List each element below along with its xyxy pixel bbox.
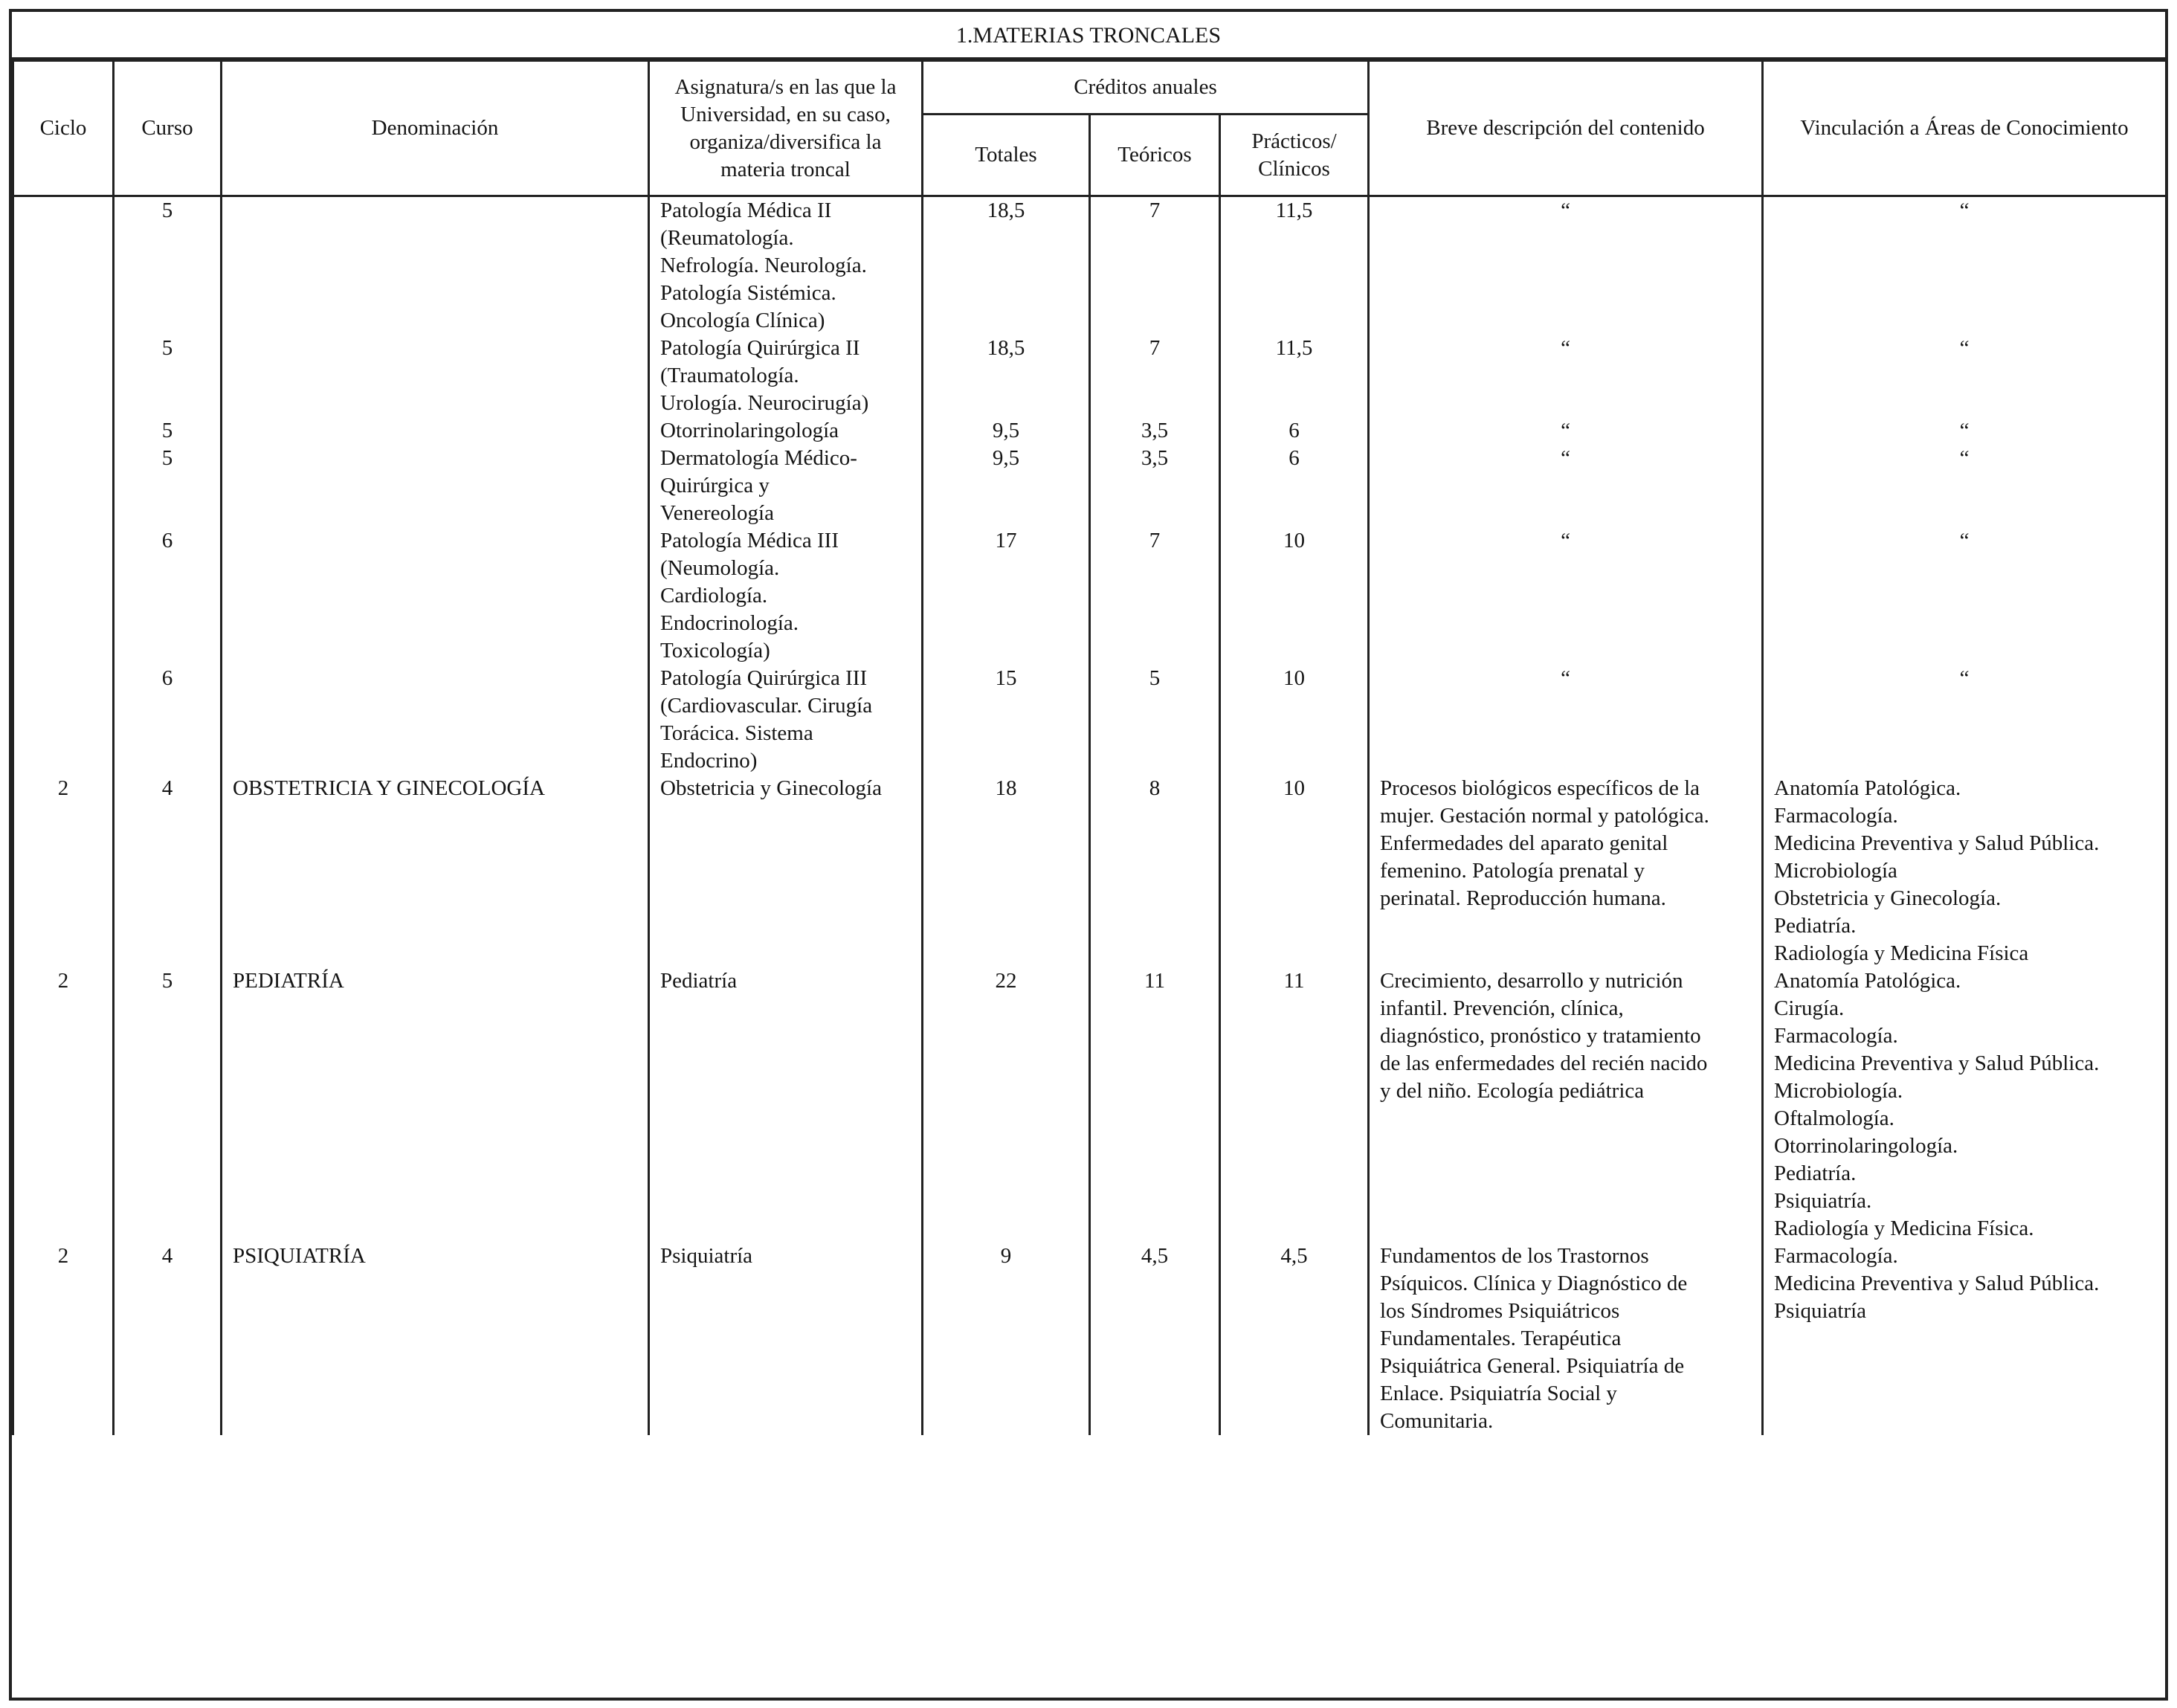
creditos-practicos-value: 10 [1283, 666, 1305, 690]
asignatura-line: Patología Médica II [660, 199, 832, 222]
denominacion-cell [222, 335, 649, 417]
header-asignatura: Asignatura/s en las que la Universidad, en su caso, organiza/diversifica la materia troncal [649, 61, 923, 196]
vinculacion-line: Anatomía Patológica. [1774, 776, 1961, 800]
curso-cell [114, 967, 222, 1243]
creditos-totales-value: 18 [995, 776, 1017, 800]
descripcion-line: “ [1561, 419, 1570, 442]
creditos-teoricos-cell [1090, 445, 1220, 527]
creditos-practicos-cell [1220, 196, 1369, 335]
descripcion-cell [1369, 445, 1763, 527]
vinculacion-line: Pediatría. [1774, 914, 1857, 938]
curso-cell [114, 775, 222, 967]
creditos-teoricos-cell [1090, 775, 1220, 967]
descripcion-line: Fundamentales. Terapéutica [1380, 1327, 1622, 1350]
vinculacion-line: Oftalmología. [1774, 1106, 1894, 1130]
descripcion-line: perinatal. Reproducción humana. [1380, 886, 1666, 910]
descripcion-cell [1369, 527, 1763, 665]
curso-cell [114, 527, 222, 665]
descripcion-line: “ [1561, 446, 1570, 470]
document-sheet [9, 9, 2168, 1701]
curso-value: 5 [161, 199, 173, 222]
ciclo-cell [13, 775, 114, 967]
descripcion-cell [1369, 967, 1763, 1243]
asignatura-line: Venereología [660, 501, 774, 525]
creditos-totales-value: 9,5 [992, 419, 1020, 442]
vinculacion-line: Microbiología. [1774, 1079, 1903, 1103]
curso-cell [114, 417, 222, 445]
table-row [13, 665, 2167, 775]
vinculacion-line: Medicina Preventiva y Salud Pública. [1774, 1272, 2100, 1295]
vinculacion-line: Cirugía. [1774, 996, 1845, 1020]
denominacion-cell [222, 1243, 649, 1435]
creditos-totales-cell [923, 1243, 1090, 1435]
creditos-practicos-value: 11,5 [1275, 199, 1313, 222]
denominacion-cell [222, 196, 649, 335]
descripcion-cell [1369, 1243, 1763, 1435]
vinculacion-line: Radiología y Medicina Física [1774, 941, 2029, 965]
vinculacion-line: “ [1959, 419, 1970, 442]
curso-value: 5 [161, 419, 173, 442]
asignatura-line: Patología Sistémica. [660, 281, 836, 305]
creditos-totales-cell [923, 527, 1090, 665]
header-totales: Totales [923, 115, 1090, 196]
creditos-totales-cell [923, 196, 1090, 335]
descripcion-line: femenino. Patología prenatal y [1380, 859, 1645, 883]
creditos-totales-cell [923, 445, 1090, 527]
descripcion-cell [1369, 335, 1763, 417]
vinculacion-cell [1763, 775, 2167, 967]
descripcion-line: Psíquicos. Clínica y Diagnóstico de [1380, 1272, 1688, 1295]
asignatura-cell [649, 775, 923, 967]
asignatura-line: Cardiología. [660, 584, 768, 608]
asignatura-line: Obstetricia y Ginecología [660, 776, 882, 800]
creditos-practicos-value: 10 [1283, 776, 1305, 800]
descripcion-line: Crecimiento, desarrollo y nutrición [1380, 969, 1683, 993]
descripcion-line: Procesos biológicos específicos de la [1380, 776, 1700, 800]
asignatura-line: Torácica. Sistema [660, 721, 813, 745]
ciclo-cell [13, 967, 114, 1243]
descripcion-line: los Síndromes Psiquiátricos [1380, 1299, 1620, 1323]
table-row [13, 417, 2167, 445]
troncales-table [12, 59, 2167, 1435]
descripcion-line: Comunitaria. [1380, 1409, 1494, 1433]
creditos-teoricos-cell [1090, 527, 1220, 665]
table-row [13, 335, 2167, 417]
header-vinculacion: Vinculación a Áreas de Conocimiento [1763, 61, 2167, 196]
denominacion-cell [222, 417, 649, 445]
asignatura-line: Otorrinolaringología [660, 419, 839, 442]
asignatura-cell [649, 527, 923, 665]
header-denominacion: Denominación [222, 61, 649, 196]
denominacion-cell [222, 665, 649, 775]
denominacion-cell [222, 527, 649, 665]
creditos-teoricos-value: 4,5 [1141, 1244, 1169, 1268]
descripcion-line: Enlace. Psiquiatría Social y [1380, 1382, 1617, 1405]
vinculacion-cell [1763, 665, 2167, 775]
curso-value: 5 [161, 969, 173, 993]
vinculacion-line: Microbiología [1774, 859, 1897, 883]
creditos-totales-cell [923, 775, 1090, 967]
table-row [13, 1243, 2167, 1435]
creditos-practicos-value: 11,5 [1275, 336, 1313, 360]
header-curso: Curso [114, 61, 222, 196]
ciclo-cell [13, 665, 114, 775]
creditos-practicos-cell [1220, 967, 1369, 1243]
creditos-teoricos-value: 3,5 [1141, 419, 1169, 442]
creditos-teoricos-cell [1090, 196, 1220, 335]
vinculacion-cell [1763, 527, 2167, 665]
curso-value: 5 [161, 336, 173, 360]
creditos-teoricos-cell [1090, 665, 1220, 775]
vinculacion-line: Farmacología. [1774, 804, 1898, 828]
creditos-totales-value: 15 [995, 666, 1017, 690]
curso-cell [114, 196, 222, 335]
creditos-practicos-value: 4,5 [1280, 1244, 1308, 1268]
vinculacion-line: “ [1959, 529, 1970, 552]
denominacion-value: PEDIATRÍA [233, 969, 344, 993]
vinculacion-cell [1763, 967, 2167, 1243]
descripcion-line: mujer. Gestación normal y patológica. [1380, 804, 1709, 828]
creditos-practicos-cell [1220, 1243, 1369, 1435]
vinculacion-line: Farmacología. [1774, 1024, 1898, 1048]
descripcion-line: “ [1561, 529, 1570, 552]
descripcion-line: “ [1561, 336, 1570, 360]
creditos-totales-cell [923, 335, 1090, 417]
asignatura-cell [649, 335, 923, 417]
descripcion-cell [1369, 417, 1763, 445]
descripcion-line: Fundamentos de los Trastornos [1380, 1244, 1649, 1268]
vinculacion-line: Medicina Preventiva y Salud Pública. [1774, 831, 2100, 855]
asignatura-line: Patología Quirúrgica III [660, 666, 868, 690]
creditos-practicos-cell [1220, 417, 1369, 445]
ciclo-value: 2 [57, 1244, 69, 1268]
creditos-totales-cell [923, 665, 1090, 775]
vinculacion-line: Psiquiatría. [1774, 1189, 1872, 1213]
denominacion-cell [222, 967, 649, 1243]
asignatura-line: Nefrología. Neurología. [660, 254, 867, 277]
vinculacion-line: Radiología y Medicina Física. [1774, 1216, 2034, 1240]
creditos-totales-value: 17 [995, 529, 1017, 552]
table-row [13, 527, 2167, 665]
curso-cell [114, 665, 222, 775]
table-row [13, 445, 2167, 527]
descripcion-cell [1369, 665, 1763, 775]
creditos-practicos-value: 11 [1283, 969, 1305, 993]
ciclo-value: 2 [57, 776, 69, 800]
denominacion-cell [222, 445, 649, 527]
creditos-totales-value: 9,5 [992, 446, 1020, 470]
creditos-totales-value: 18,5 [987, 336, 1025, 360]
curso-value: 6 [161, 666, 173, 690]
denominacion-value: PSIQUIATRÍA [233, 1244, 366, 1268]
vinculacion-line: “ [1959, 199, 1970, 222]
vinculacion-line: “ [1959, 446, 1970, 470]
ciclo-cell [13, 527, 114, 665]
descripcion-line: Enfermedades del aparato genital [1380, 831, 1668, 855]
header-teoricos: Teóricos [1090, 115, 1220, 196]
creditos-teoricos-cell [1090, 417, 1220, 445]
creditos-teoricos-value: 7 [1149, 336, 1161, 360]
creditos-totales-cell [923, 967, 1090, 1243]
asignatura-line: (Neumología. [660, 556, 780, 580]
creditos-practicos-value: 6 [1289, 446, 1300, 470]
vinculacion-line: Farmacología. [1774, 1244, 1898, 1268]
ciclo-value: 2 [57, 969, 69, 993]
creditos-totales-cell [923, 417, 1090, 445]
ciclo-cell [13, 196, 114, 335]
descripcion-line: diagnóstico, pronóstico y tratamiento [1380, 1024, 1701, 1048]
descripcion-line: Psiquiátrica General. Psiquiatría de [1380, 1354, 1685, 1378]
curso-value: 4 [161, 776, 173, 800]
creditos-teoricos-cell [1090, 335, 1220, 417]
creditos-teoricos-value: 11 [1144, 969, 1165, 993]
header-practicos: Prácticos/ Clínicos [1220, 115, 1369, 196]
curso-value: 4 [161, 1244, 173, 1268]
vinculacion-cell [1763, 196, 2167, 335]
descripcion-line: “ [1561, 666, 1570, 690]
asignatura-line: Oncología Clínica) [660, 309, 825, 332]
creditos-practicos-cell [1220, 335, 1369, 417]
creditos-practicos-cell [1220, 445, 1369, 527]
asignatura-line: (Traumatología. [660, 364, 799, 387]
descripcion-line: infantil. Prevención, clínica, [1380, 996, 1624, 1020]
descripcion-line: de las enfermedades del recién nacido [1380, 1051, 1708, 1075]
header-creditos-anuales: Créditos anuales [923, 61, 1369, 115]
curso-cell [114, 335, 222, 417]
creditos-teoricos-value: 5 [1149, 666, 1161, 690]
descripcion-line: y del niño. Ecología pediátrica [1380, 1079, 1645, 1103]
denominacion-cell [222, 775, 649, 967]
vinculacion-cell [1763, 417, 2167, 445]
ciclo-cell [13, 445, 114, 527]
creditos-practicos-cell [1220, 527, 1369, 665]
asignatura-line: Urología. Neurocirugía) [660, 391, 869, 415]
creditos-totales-value: 22 [995, 969, 1017, 993]
vinculacion-line: Psiquiatría [1774, 1299, 1867, 1323]
ciclo-cell [13, 335, 114, 417]
creditos-totales-value: 18,5 [987, 199, 1025, 222]
table-title: 1.MATERIAS TRONCALES [12, 12, 2165, 59]
vinculacion-cell [1763, 445, 2167, 527]
table-body [13, 196, 2167, 1436]
header-ciclo: Ciclo [13, 61, 114, 196]
asignatura-cell [649, 1243, 923, 1435]
creditos-practicos-cell [1220, 665, 1369, 775]
creditos-teoricos-cell [1090, 967, 1220, 1243]
creditos-teoricos-value: 7 [1149, 529, 1161, 552]
creditos-totales-value: 9 [1000, 1244, 1012, 1268]
creditos-practicos-cell [1220, 775, 1369, 967]
asignatura-cell [649, 417, 923, 445]
asignatura-line: Toxicología) [660, 639, 770, 663]
curso-value: 6 [161, 529, 173, 552]
asignatura-line: Pediatría [660, 969, 738, 993]
creditos-teoricos-value: 7 [1149, 199, 1161, 222]
ciclo-cell [13, 417, 114, 445]
asignatura-cell [649, 665, 923, 775]
curso-value: 5 [161, 446, 173, 470]
vinculacion-line: Otorrinolaringología. [1774, 1134, 1958, 1158]
descripcion-cell [1369, 775, 1763, 967]
vinculacion-line: Pediatría. [1774, 1161, 1857, 1185]
vinculacion-line: Medicina Preventiva y Salud Pública. [1774, 1051, 2100, 1075]
curso-cell [114, 1243, 222, 1435]
creditos-teoricos-value: 8 [1149, 776, 1161, 800]
asignatura-cell [649, 196, 923, 335]
denominacion-value: OBSTETRICIA Y GINECOLOGÍA [233, 776, 545, 800]
descripcion-line: “ [1561, 199, 1570, 222]
asignatura-line: Endocrinología. [660, 611, 799, 635]
vinculacion-line: “ [1959, 336, 1970, 360]
creditos-practicos-value: 10 [1283, 529, 1305, 552]
asignatura-line: Quirúrgica y [660, 474, 770, 497]
asignatura-line: (Reumatología. [660, 226, 794, 250]
table-row [13, 775, 2167, 967]
creditos-teoricos-cell [1090, 1243, 1220, 1435]
vinculacion-line: Anatomía Patológica. [1774, 969, 1961, 993]
asignatura-line: Psiquiatría [660, 1244, 753, 1268]
vinculacion-cell [1763, 1243, 2167, 1435]
asignatura-cell [649, 967, 923, 1243]
table-row [13, 967, 2167, 1243]
asignatura-line: Endocrino) [660, 749, 758, 773]
ciclo-cell [13, 1243, 114, 1435]
asignatura-line: (Cardiovascular. Cirugía [660, 694, 873, 718]
curso-cell [114, 445, 222, 527]
creditos-practicos-value: 6 [1289, 419, 1300, 442]
vinculacion-line: Obstetricia y Ginecología. [1774, 886, 2002, 910]
header-descripcion: Breve descripción del contenido [1369, 61, 1763, 196]
asignatura-line: Patología Quirúrgica II [660, 336, 860, 360]
asignatura-cell [649, 445, 923, 527]
vinculacion-cell [1763, 335, 2167, 417]
creditos-teoricos-value: 3,5 [1141, 446, 1169, 470]
vinculacion-line: “ [1959, 666, 1970, 690]
asignatura-line: Patología Médica III [660, 529, 839, 552]
asignatura-line: Dermatología Médico- [660, 446, 857, 470]
descripcion-cell [1369, 196, 1763, 335]
table-row [13, 196, 2167, 335]
